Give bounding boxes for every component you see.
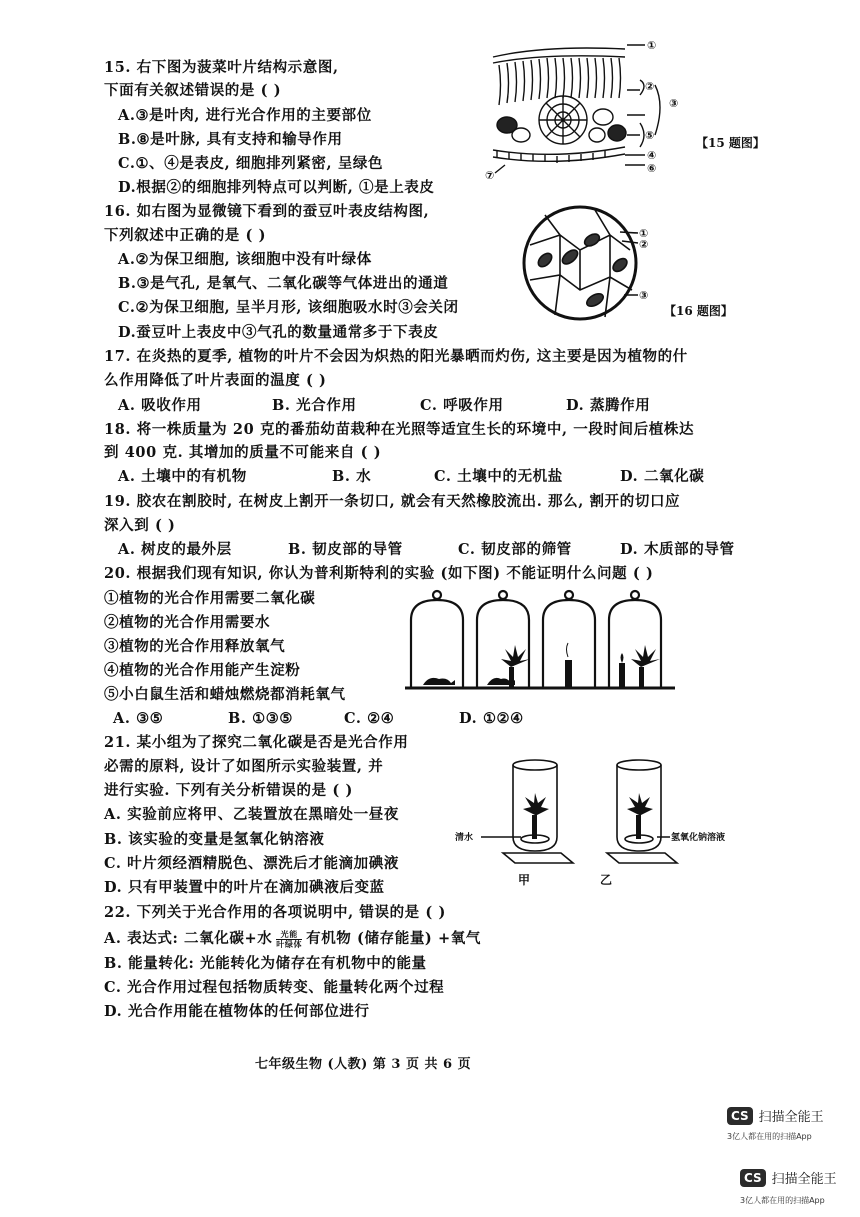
scanner-app-slogan: 3亿人都在用的扫描App (727, 1132, 812, 1141)
q19-option-b: B. 韧皮部的导管 (288, 541, 403, 558)
q15-option-b: B.⑧是叶脉, 具有支持和输导作用 (118, 131, 343, 148)
q17-stem-1: 17. 在炎热的夏季, 植物的叶片不会因为炽热的阳光暴晒而灼伤, 这主要是因为植物的什 (104, 348, 688, 365)
q15-option-d: D.根据②的细胞排列特点可以判断, ①是上表皮 (118, 179, 435, 196)
q22-option-a-prefix: A. 表达式: 二氧化碳+水 (104, 930, 273, 947)
q21-label-jia: 甲 (518, 873, 531, 887)
q20-item-4: ④植物的光合作用能产生淀粉 (104, 662, 301, 679)
scanner-watermark-2 (740, 1168, 837, 1187)
q15-figure-number-6: ⑥ (647, 162, 657, 175)
q18-option-c: C. 土壤中的无机盐 (434, 468, 563, 485)
q22-condition-chloroplast: 叶绿体 (276, 938, 303, 949)
q22-option-d: D. 光合作用能在植物体的任何部位进行 (104, 1003, 370, 1020)
q21-plant-icon-jia (523, 793, 549, 815)
q16-option-b: B.③是气孔, 是氧气、二氧化碳等气体进出的通道 (118, 275, 449, 292)
q16-figure-number-3: ③ (639, 289, 649, 302)
q21-stem-2: 必需的原料, 设计了如图所示实验装置, 并 (104, 758, 384, 775)
q20-item-1: ①植物的光合作用需要二氧化碳 (104, 590, 316, 607)
q22-option-b: B. 能量转化: 光能转化为储存在有机物中的能量 (104, 955, 427, 972)
q19-stem-2: 深入到 ( ) (104, 517, 176, 534)
q22-option-a (104, 929, 481, 949)
q21-label-water: 清水 (455, 833, 474, 843)
q19-option-a: A. 树皮的最外层 (118, 541, 232, 558)
q17-stem-2: 么作用降低了叶片表面的温度 ( ) (104, 372, 327, 389)
q16-epidermis-figure (520, 205, 670, 325)
q17-option-c: C. 呼吸作用 (420, 397, 504, 414)
scanner-app-name-2: 扫描全能王 (771, 1172, 837, 1187)
q20-option-c: C. ②④ (344, 710, 395, 727)
q15-stem-2: 下面有关叙述错误的是 ( ) (104, 82, 282, 99)
q15-figure-number-4: ④ (647, 149, 657, 162)
q19-option-c: C. 韧皮部的筛管 (458, 541, 572, 558)
q15-option-c: C.①、④是表皮, 细胞排列紧密, 呈绿色 (118, 155, 384, 172)
q20-candle-icon-2 (619, 663, 625, 687)
q15-figure-number-5: ⑤ (645, 129, 655, 142)
q20-item-2: ②植物的光合作用需要水 (104, 614, 271, 631)
page-footer: 七年级生物 (人教) 第 3 页 共 6 页 (255, 1057, 472, 1072)
q16-option-a: A.②为保卫细胞, 该细胞中没有叶绿体 (118, 251, 372, 268)
q15-figure-number-1: ① (647, 39, 657, 52)
q18-stem-2: 到 400 克. 其增加的质量不可能来自 ( ) (104, 444, 382, 461)
q17-option-b: B. 光合作用 (272, 397, 357, 414)
q22-reaction-condition (276, 930, 302, 949)
q20-mouse-icon (423, 678, 455, 685)
q18-stem-1: 18. 将一株质量为 20 克的番茄幼苗栽种在光照等适宜生长的环境中, 一段时间后植株达 (104, 421, 695, 438)
q16-figure-number-1: ① (639, 227, 649, 240)
q21-stem-3: 进行实验. 下列有关分析错误的是 ( ) (104, 782, 353, 799)
q21-option-d: D. 只有甲装置中的叶片在滴加碘液后变蓝 (104, 879, 385, 896)
q22-stem: 22. 下列关于光合作用的各项说明中, 错误的是 ( ) (104, 904, 446, 921)
q21-apparatus-figure (455, 745, 726, 875)
q21-option-b: B. 该实验的变量是氢氧化钠溶液 (104, 831, 325, 848)
q18-option-d: D. 二氧化碳 (620, 468, 705, 485)
q22-condition-light: 光能 (276, 930, 302, 940)
q15-figure-number-7: ⑦ (485, 169, 495, 182)
q16-option-c: C.②为保卫细胞, 呈半月形, 该细胞吸水时③会关闭 (118, 299, 459, 316)
q20-plant-stem-1 (509, 667, 514, 687)
q19-option-d: D. 木质部的导管 (620, 541, 735, 558)
q20-item-5: ⑤小白鼠生活和蜡烛燃烧都消耗氧气 (104, 686, 346, 703)
q18-option-a: A. 土壤中的有机物 (118, 468, 247, 485)
scanner-app-name: 扫描全能王 (758, 1110, 824, 1125)
q17-option-d: D. 蒸腾作用 (566, 397, 651, 414)
q15-leaf-figure (485, 35, 695, 185)
palisade-cells (499, 58, 621, 105)
q19-stem-1: 19. 胶农在割胶时, 在树皮上割开一条切口, 就会有天然橡胶流出. 那么, 割开的切口应 (104, 493, 681, 510)
q16-option-d: D.蚕豆叶上表皮中③气孔的数量通常多于下表皮 (118, 324, 439, 341)
q21-plant-icon-yi (627, 793, 653, 815)
q16-stem-2: 下列叙述中正确的是 ( ) (104, 227, 267, 244)
q21-option-c: C. 叶片须经酒精脱色、漂洗后才能滴加碘液 (104, 855, 399, 872)
scanner-app-slogan-2: 3亿人都在用的扫描App (740, 1196, 825, 1205)
q16-figure-number-2: ② (639, 238, 649, 251)
cs-logo-icon: CS (727, 1107, 753, 1125)
q20-candle-icon-1 (565, 660, 572, 687)
q20-stem: 20. 根据我们现有知识, 你认为普利斯特利的实验 (如下图) 不能证明什么问题 ( ) (104, 565, 654, 582)
q20-option-b: B. ①③⑤ (228, 710, 293, 727)
q20-option-d: D. ①②④ (459, 710, 524, 727)
q15-figure-number-2: ② (645, 80, 655, 93)
q21-label-naoh: 氢氧化钠溶液 (671, 833, 726, 843)
q15-stem-1: 15. 右下图为菠菜叶片结构示意图, (104, 59, 339, 76)
q17-option-a: A. 吸收作用 (118, 397, 202, 414)
q22-option-c: C. 光合作用过程包括物质转变、能量转化两个过程 (104, 979, 445, 996)
q21-option-a: A. 实验前应将甲、乙装置放在黑暗处一昼夜 (104, 806, 399, 823)
q15-figure-number-3: ③ (669, 97, 679, 110)
q15-option-a: A.③是叶肉, 进行光合作用的主要部位 (118, 107, 372, 124)
cs-logo-icon-2: CS (740, 1169, 766, 1187)
q20-plant-stem-2 (639, 667, 644, 687)
q21-stem-1: 21. 某小组为了探究二氧化碳是否是光合作用 (104, 734, 409, 751)
q16-figure-label: 【16 题图】 (664, 304, 733, 318)
q22-option-a-suffix: 有机物 (储存能量) +氧气 (306, 930, 481, 947)
q16-stem-1: 16. 如右图为显微镜下看到的蚕豆叶表皮结构图, (104, 203, 430, 220)
q20-bell-jars-figure (405, 585, 675, 695)
q20-plant-icon-1 (501, 645, 530, 667)
q18-option-b: B. 水 (332, 468, 372, 485)
q20-item-3: ③植物的光合作用释放氧气 (104, 638, 286, 655)
q15-figure-label: 【15 题图】 (696, 136, 765, 150)
q20-plant-icon-2 (631, 645, 660, 667)
q20-option-a: A. ③⑤ (113, 710, 164, 727)
q21-label-yi: 乙 (600, 873, 613, 887)
scanner-watermark-1 (727, 1106, 824, 1125)
